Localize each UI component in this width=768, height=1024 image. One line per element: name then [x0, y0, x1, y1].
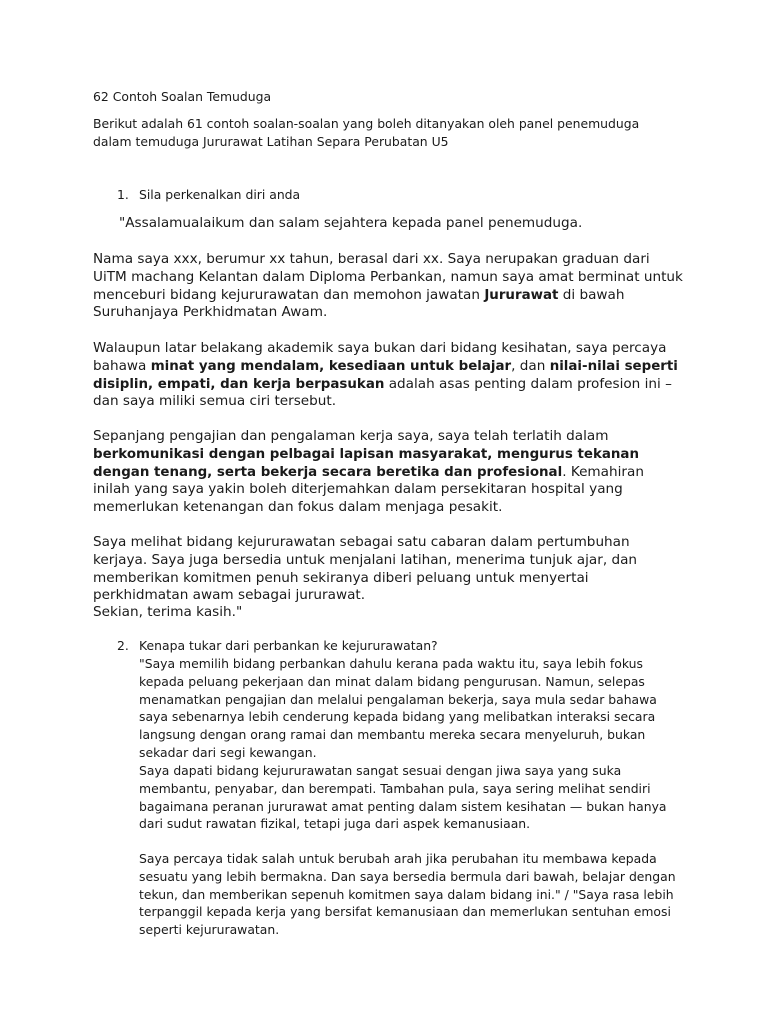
bold-text: minat yang mendalam, kesediaan untuk belajar [150, 358, 512, 374]
text-run: . Kemahiran inilah yang saya yakin boleh diterjemahkan dalam persekitaran hospital yang memerlukan ketenangan dan fokus dalam menjaga pesakit. [93, 463, 644, 516]
question-number: 1. [117, 187, 129, 202]
closing-text: Sekian, terima kasih." [93, 604, 243, 620]
bold-text: berkomunikasi dengan pelbagai lapisan masyarakat, mengurus tekanan dengan tenang, serta bekerja secara beretika dan profesional [93, 446, 639, 480]
paragraph: Saya dapati bidang kejururawatan sangat sesuai dengan jiwa saya yang suka membantu, penyabar, dan berempati. Tambahan pula, saya sering melihat sendiri bagaimana peranan jururawat amat penting dalam sistem kesihatan — bukan hanya dari sudut rawatan fizikal, tetapi juga dari aspek kemanusiaan. [139, 763, 667, 832]
intro-paragraph: Berikut adalah 61 contoh soalan-soalan yang boleh ditanyakan oleh panel penemuduga dalam temuduga Jururawat Latihan Separa Perubatan U5 [93, 116, 640, 149]
answer-1-paragraph-3 [93, 428, 683, 517]
paragraph [93, 251, 683, 322]
question-1 [117, 186, 300, 204]
text-run: Sepanjang pengajian dan pengalaman kerja saya, saya telah terlatih dalam [93, 428, 609, 444]
answer-1-paragraph-4 [93, 534, 683, 605]
answer-2-paragraph-2 [139, 762, 687, 833]
paragraph [93, 428, 683, 517]
paragraph: Saya melihat bidang kejururawatan sebagai satu cabaran dalam pertumbuhan kerjaya. Saya juga bersedia untuk menjalani latihan, menerima tunjuk ajar, dan memberikan komitmen penuh sekiranya diberi peluang untuk menyertai perkhidmatan awam sebagai jururawat. [93, 534, 638, 604]
paragraph: Saya percaya tidak salah untuk berubah arah jika perubahan itu membawa kepada sesuatu yang lebih bermakna. Dan saya bersedia bermula dari bawah, belajar dengan tekun, dan memberikan sepenuh komitmen saya dalam bidang ini." / "Saya rasa lebih terpanggil kepada kerja yang bersifat kemanusiaan dan memerlukan sentuhan emosi seperti kejururawatan. [139, 851, 676, 938]
answer-1-greeting [93, 215, 683, 233]
text-run: Nama saya xxx, berumur xx tahun, berasal dari xx. Saya nerupakan graduan dari UiTM machang Kelantan dalam Diploma Perbankan, namun saya amat berminat untuk menceburi bidang kejururawatan dan memohon jawatan [93, 251, 683, 303]
answer-2-paragraph-3 [139, 850, 687, 939]
question-2 [117, 637, 438, 655]
answer-2-paragraph-1 [139, 655, 687, 762]
text-run: , dan [511, 357, 550, 374]
text-run: adalah asas penting dalam profesion ini – dan saya miliki semua ciri tersebut. [93, 375, 672, 410]
bold-text: Jururawat [484, 287, 559, 303]
answer-1-paragraph-2 [93, 340, 683, 411]
greeting-text: "Assalamualaikum dan salam sejahtera kepada panel penemuduga. [119, 215, 583, 231]
text-run: di bawah Suruhanjaya Perkhidmatan Awam. [93, 286, 625, 321]
paragraph: "Saya memilih bidang perbankan dahulu kerana pada waktu itu, saya lebih fokus kepada peluang pekerjaan dan minat dalam bidang pengurusan. Namun, selepas menamatkan pengajian dan melalui pengalaman bekerja, saya mula sedar bahawa saya sebenarnya lebih cenderung kepada bidang yang melibatkan interaksi secara langsung dengan orang ramai dan membantu mereka secara menyeluruh, bukan sekadar dari segi kewangan. [139, 656, 657, 760]
paragraph [93, 340, 683, 411]
answer-1-paragraph-1 [93, 251, 683, 322]
text-run: Walaupun latar belakang akademik saya bukan dari bidang kesihatan, saya percaya bahawa [93, 340, 667, 374]
question-text: Sila perkenalkan diri anda [139, 187, 301, 202]
bold-text: nilai-nilai seperti disiplin, empati, dan kerja berpasukan [93, 358, 678, 392]
question-number: 2. [117, 638, 129, 653]
document-title: 62 Contoh Soalan Temuduga [93, 89, 272, 104]
answer-1-closing [93, 604, 683, 622]
question-text: Kenapa tukar dari perbankan ke kejururawatan? [139, 638, 438, 653]
